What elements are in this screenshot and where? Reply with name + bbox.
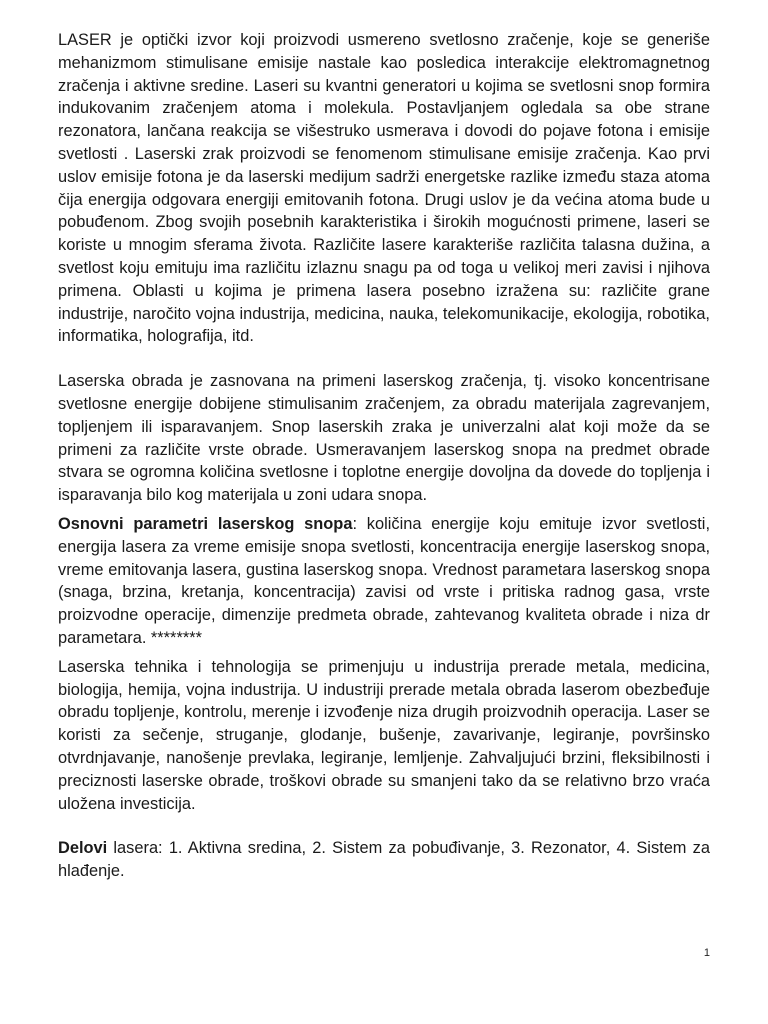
paragraph-laser-technology: Laserska tehnika i tehnologija se primenjuju u industrija prerade metala, medicina, biologija, hemija, vojna industrija. U industriji prerade metala obrada laserom obezbeđuje obradu topljenje, kontrolu, merenje i izvođenje niza drugih proizvodnih operacija. Laser se koristi za sečenje, struganje, glodanje, bušenje, zavarivanje, legiranje, površinsko otvrdnjavanje, nanošenje prevlaka, legiranje, lemljenje. Zahvaljujući brzini, fleksibilnosti i preciznosti laserske obrade, troškovi obrade su smanjeni tako da se relativno brzo vraća uložena investicija. [58,657,710,813]
laser-parts-text: lasera: 1. Aktivna sredina, 2. Sistem za pobuđivanje, 3. Rezonator, 4. Sistem za hlađenje. [58,839,710,881]
paragraph-spacer [58,815,710,837]
beam-parameters-heading: Osnovni parametri laserskog snopa [58,514,353,533]
laser-parts-heading: Delovi [58,839,108,858]
page-number: 1 [703,947,710,959]
paragraph-laser-parts [58,837,710,883]
paragraph-intro: LASER je optički izvor koji proizvodi usmereno svetlosno zračenje, koje se generiše mehanizmom stimulisane emisije nastale kao posledica interakcije elektromagnetnog zračenja i aktivne sredine. Laseri su kvantni generatori u kojima se svetlosni snop formira indukovanim zračenjem atoma i molekula. Postavljanjem ogledala sa obe strane rezonatora, lančana reakcija se višestruko usmerava i dovodi do pojave fotona i emisije svetlosti . Laserski zrak proizvodi se fenomenom stimulisane emisije zračenja. Kao prvi uslov emisije fotona je da laserski medijum sadrži energetske razlike između staza atoma čija energija odgovara energiji emitovanih fotona. Drugi uslov je da većina atoma bude u pobuđenom. Zbog svojih posebnih karakteristika i širokih mogućnosti primene, laseri se koriste u mnogim sferama života. Različite lasere karakteriše različita talasna dužina, a svetlost koju emituju ima različitu izlaznu snagu pa od toga u velikoj meri zavisi i njihova primena. Oblasti u kojima je primena lasera posebno izražena su: različite grane industrije, naročito vojna industrija, medicina, nauka, telekomunikacije, ekologija, robotika, informatika, holografija, itd. [58,31,710,346]
document-page [58,29,710,883]
paragraph-beam-parameters [58,513,710,650]
paragraph-laser-processing: Laserska obrada je zasnovana na primeni laserskog zračenja, tj. visoko koncentrisane svetlosne energije dobijene stimulisanim zračenjem, za obradu materijala zagrevanjem, topljenjem ili isparavanjem. Snop laserskih zraka je univerzalni alat koji može da se primeni za različite vrste obrade. Usmeravanjem laserskog snopa na predmet obrade stvara se ogromna količina svetlosne i toplotne energije dovoljna da dovede do topljenja i isparavanja bilo kog materijala u zoni udara snopa. [58,372,710,505]
beam-parameters-text: : količina energije koju emituje izvor svetlosti, energija lasera za vreme emisije snopa svetlosti, koncentracija energije laserskog snopa, vreme emitovanja lasera, gustina laserskog snopa. Vrednost parametara laserskog snopa (snaga, brzina, kretanja, koncentracija) zavisi od vrste i pritiska radnog gasa, vrste proizvodne operacije, dimenzije predmeta obrade, zahtevanog kvaliteta obrade i niza dr parametara. ******** [58,514,710,647]
paragraph-spacer [58,348,710,370]
